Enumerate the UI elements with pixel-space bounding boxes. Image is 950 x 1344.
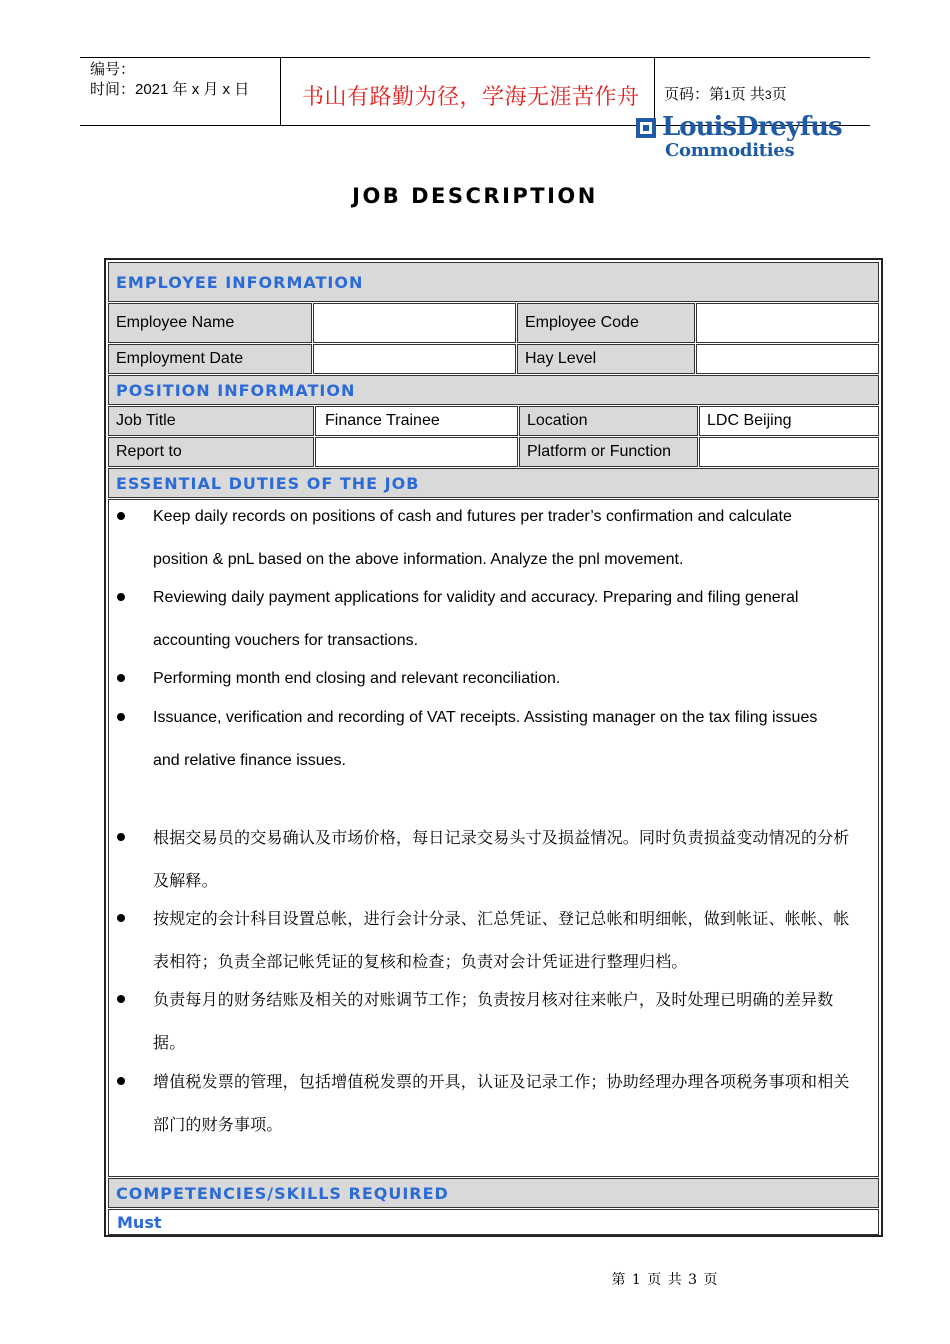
duties-list bbox=[108, 499, 879, 1177]
position-row-1 bbox=[108, 406, 879, 436]
duty-en-3: Performing month end closing and relevant reconciliation. bbox=[153, 670, 561, 687]
report-to-field[interactable] bbox=[315, 437, 518, 467]
employment-date-label: Employment Date bbox=[108, 344, 312, 374]
bullet-icon bbox=[117, 995, 125, 1003]
employee-row-2 bbox=[108, 344, 879, 374]
hay-level-label: Hay Level bbox=[517, 344, 695, 374]
duty-en-1: Keep daily records on positions of cash and futures per trader’s confirmation and calculate position & pnL based on the above information. Analyze the pnl movement. bbox=[153, 508, 792, 568]
section-employee-information: EMPLOYEE INFORMATION bbox=[108, 262, 879, 302]
platform-function-field[interactable] bbox=[699, 437, 879, 467]
page-footer: 第 1 页 共 3 页 bbox=[611, 1272, 719, 1288]
duty-zh-1: 根据交易员的交易确认及市场价格，每日记录交易头寸及损益情况。同时负责损益变动情况的分析 及解释。 bbox=[153, 828, 850, 890]
section-competencies: COMPETENCIES/SKILLS REQUIRED bbox=[108, 1178, 879, 1208]
document-title: JOB DESCRIPTION bbox=[352, 184, 598, 208]
employee-row-1 bbox=[108, 303, 879, 343]
platform-function-label: Platform or Function bbox=[519, 437, 698, 467]
page-suffix: 页 bbox=[771, 86, 787, 103]
page-prefix: 页码：第 bbox=[664, 86, 725, 103]
header-top-rule bbox=[80, 57, 870, 58]
employee-name-label: Employee Name bbox=[108, 303, 312, 343]
employee-code-label: Employee Code bbox=[517, 303, 695, 343]
employee-name-field[interactable] bbox=[313, 303, 516, 343]
location-field[interactable]: LDC Beijing bbox=[699, 406, 879, 436]
logo-subtitle: Commodities bbox=[665, 140, 795, 161]
competencies-must-label: Must bbox=[108, 1209, 879, 1235]
header-meta bbox=[90, 60, 249, 100]
duty-en-2: Reviewing daily payment applications for validity and accuracy. Preparing and filing general accounting vouchers for transactions. bbox=[153, 589, 799, 649]
employee-code-field[interactable] bbox=[696, 303, 879, 343]
bullet-icon bbox=[117, 833, 125, 841]
hay-level-field[interactable] bbox=[696, 344, 879, 374]
position-row-2 bbox=[108, 437, 879, 467]
job-title-label: Job Title bbox=[108, 406, 314, 436]
page-total: 3 bbox=[764, 88, 772, 102]
section-position-information: POSITION INFORMATION bbox=[108, 375, 879, 405]
duty-zh-3: 负责每月的财务结账及相关的对账调节工作；负责按月核对往来帐户，及时处理已明确的差异数 据。 bbox=[153, 990, 834, 1052]
bullet-icon bbox=[117, 914, 125, 922]
header-divider-1 bbox=[280, 57, 281, 126]
page-mid: 页 共 bbox=[730, 86, 765, 103]
section-essential-duties: ESSENTIAL DUTIES OF THE JOB bbox=[108, 468, 879, 498]
document-time: 时间：2021 年 x 月 x 日 bbox=[90, 81, 250, 98]
duty-zh-2: 按规定的会计科目设置总帐，进行会计分录、汇总凭证、登记总帐和明细帐，做到帐证、帐帐、帐 表相符；负责全部记帐凭证的复核和检查；负责对会计凭证进行整理归档。 bbox=[153, 909, 850, 971]
document-number-label: 编号： bbox=[90, 61, 136, 78]
logo-square-icon bbox=[636, 118, 656, 138]
bullet-icon bbox=[117, 593, 125, 601]
page-current: 1 bbox=[724, 88, 731, 102]
bullet-icon bbox=[117, 713, 125, 721]
report-to-label: Report to bbox=[108, 437, 314, 467]
duty-zh-4: 增值税发票的管理，包括增值税发票的开具，认证及记录工作；协助经理办理各项税务事项和相关 部门的财务事项。 bbox=[153, 1072, 850, 1134]
bullet-icon bbox=[117, 674, 125, 682]
job-description-form bbox=[104, 258, 883, 1237]
header-motto: 书山有路勤为径，学海无涯苦作舟 bbox=[302, 85, 640, 110]
company-logo bbox=[636, 114, 866, 162]
job-title-field[interactable]: Finance Trainee bbox=[315, 406, 518, 436]
bullet-icon bbox=[117, 1077, 125, 1085]
location-label: Location bbox=[519, 406, 698, 436]
header-page-number bbox=[664, 83, 787, 104]
bullet-icon bbox=[117, 512, 125, 520]
employment-date-field[interactable] bbox=[313, 344, 516, 374]
logo-name: LouisDreyfus bbox=[662, 112, 842, 142]
duty-en-4: Issuance, verification and recording of VAT receipts. Assisting manager on the tax filing issues and relative finance issues. bbox=[153, 709, 818, 769]
